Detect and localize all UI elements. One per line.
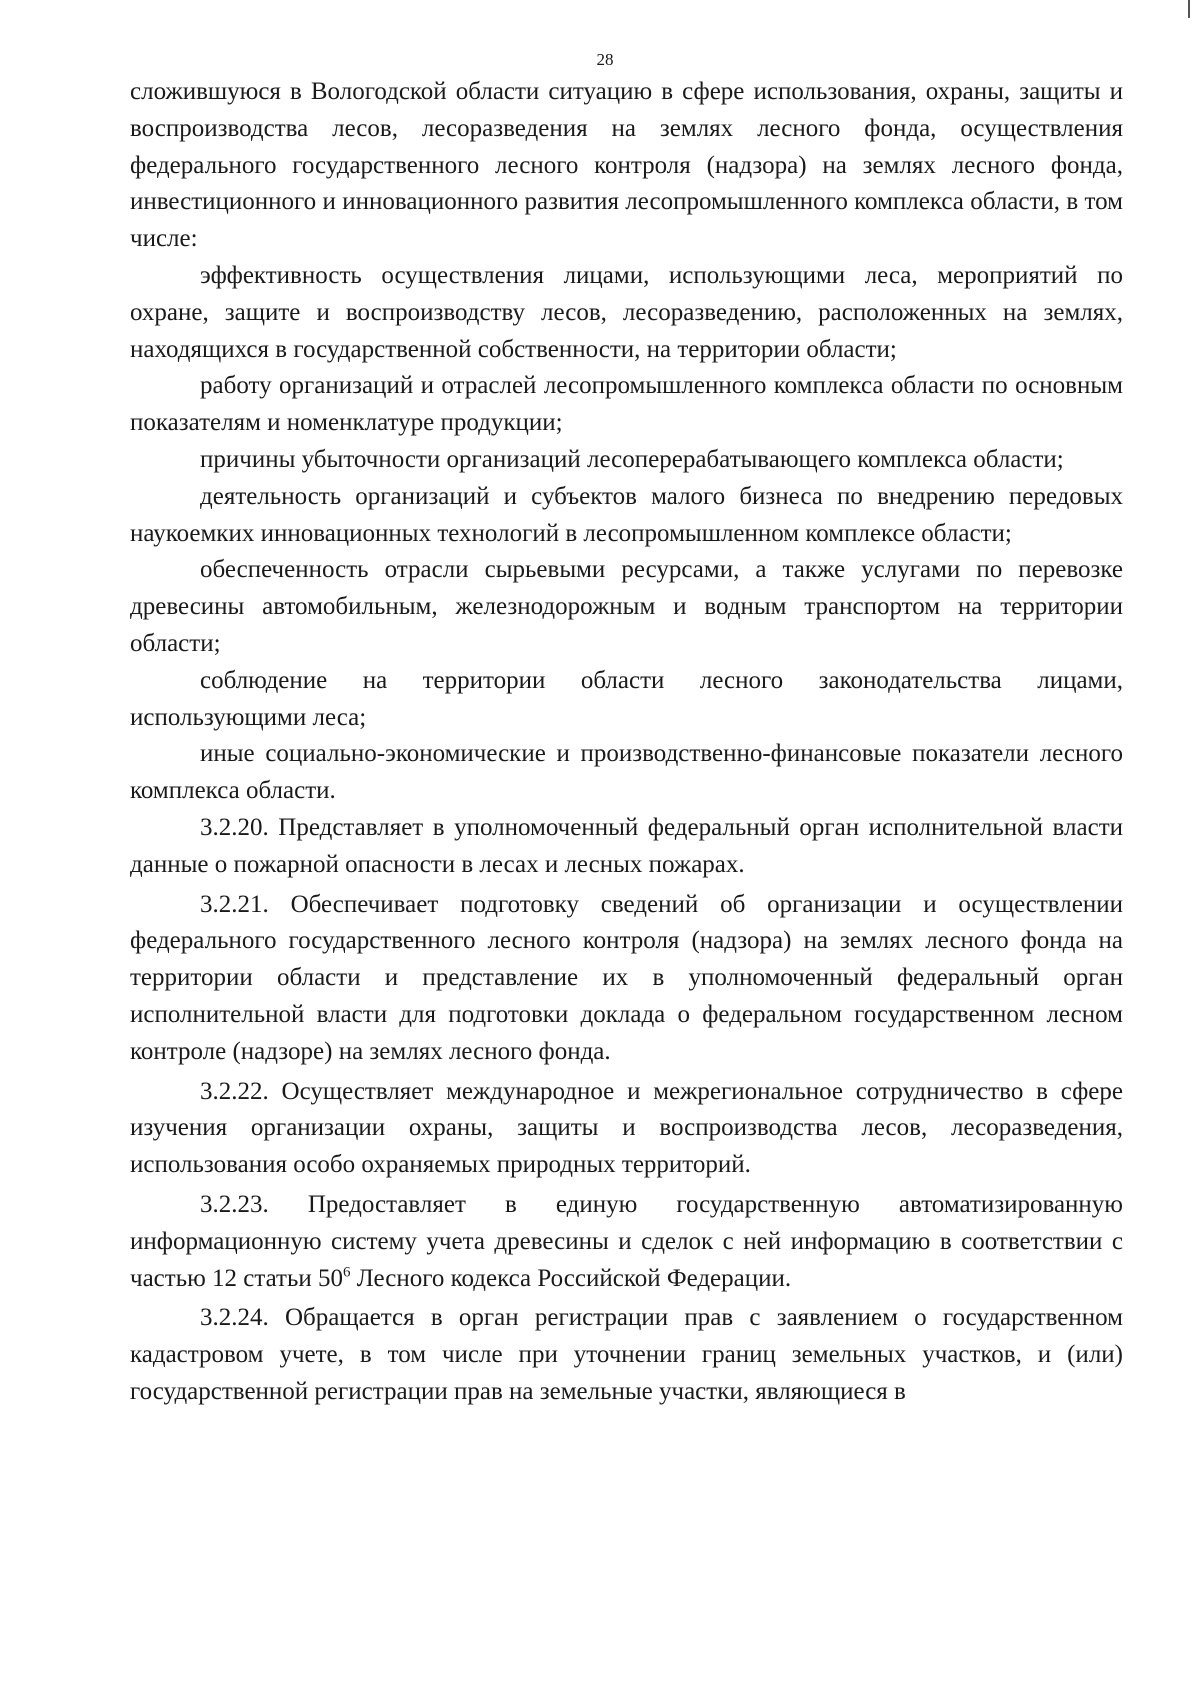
list-item-losses: причины убыточности организаций лесоперерабатывающего комплекса области; — [200, 445, 1064, 473]
clause-3-2-23 — [130, 1187, 1123, 1297]
list-item-work: работу организаций и отраслей лесопромышленного комплекса области по основным показателям и номенклатуре продукции; — [130, 372, 1123, 437]
document-body — [130, 74, 1123, 1411]
clause-3-2-23-text: 3.2.23. Предоставляет в единую государственную автоматизированную информационную систему учета древесины и сделок с ней информацию в соответствии с частью 12 статьи 50 — [130, 1190, 1123, 1292]
clause-3-2-22: 3.2.22. Осуществляет международное и межрегиональное сотрудничество в сфере изучения организации охраны, защиты и воспроизводства лесов, лесоразведения, использования особо охраняемых природных территорий. — [130, 1077, 1123, 1179]
list-item-other: иные социально-экономические и производственно-финансовые показатели лесного комплекса области. — [130, 740, 1123, 805]
list-item-innovation: деятельность организаций и субъектов малого бизнеса по внедрению передовых наукоемких инновационных технологий в лесопромышленном комплексе области; — [130, 482, 1123, 547]
page-number: 28 — [596, 50, 614, 69]
list-item-compliance: соблюдение на территории области лесного законодательства лицами, использующими леса; — [130, 666, 1123, 731]
clause-3-2-23-text-end: Лесного кодекса Российской Федерации. — [350, 1264, 792, 1292]
clause-3-2-24: 3.2.24. Обращается в орган регистрации прав с заявлением о государственном кадастровом учете, в том числе при уточнении границ земельных участков, и (или) государственной регистрации прав на земельные участки, являющиеся в — [130, 1304, 1123, 1405]
list-item-resources: обеспеченность отрасли сырьевыми ресурсами, а также услугами по перевозке древесины автомобильным, железнодорожным и водным транспортом на территории области; — [130, 556, 1123, 657]
clause-3-2-21: 3.2.21. Обеспечивает подготовку сведений об организации и осуществлении федерального государственного лесного контроля (надзора) на землях лесного фонда на территории области и представление их в уполномоченный федеральный орган исполнительной власти для подготовки доклада о федеральном государственном лесном контроле (надзоре) на землях лесного фонда. — [130, 890, 1123, 1065]
article-superscript: 6 — [343, 1264, 351, 1281]
scan-edge-mark — [1188, 0, 1190, 18]
list-item-efficiency: эффективность осуществления лицами, использующими леса, мероприятий по охране, защите и воспроизводству лесов, лесоразведению, расположенных на землях, находящихся в государственной собственности, на территории области; — [130, 261, 1123, 363]
clause-3-2-20: 3.2.20. Представляет в уполномоченный федеральный орган исполнительной власти данные о пожарной опасности в лесах и лесных пожарах. — [130, 813, 1123, 878]
intro-paragraph: сложившуюся в Вологодской области ситуацию в сфере использования, охраны, защиты и воспроизводства лесов, лесоразведения на землях лесного фонда, осуществления федерального государственного лесного контроля (надзора) на землях лесного фонда, инвестиционного и инновационного развития лесопромышленного комплекса области, в том числе: — [130, 78, 1123, 253]
